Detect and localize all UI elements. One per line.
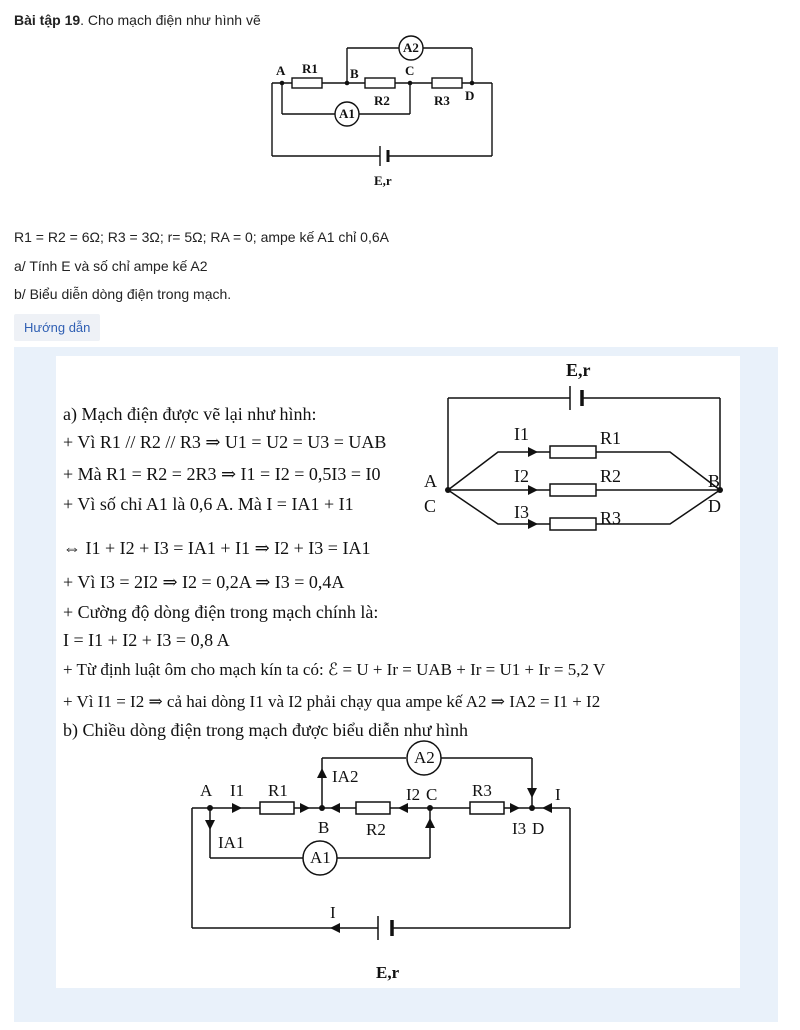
a2-label: A2 bbox=[403, 40, 419, 55]
ia1-label: IA1 bbox=[218, 833, 245, 852]
resistor-r3 bbox=[550, 518, 596, 530]
a1-label: A1 bbox=[310, 848, 331, 867]
i1-label: I1 bbox=[230, 781, 245, 800]
a1-label: A1 bbox=[339, 106, 355, 121]
i3-label: I3 bbox=[514, 502, 529, 522]
solution-step-3: + Vì số chỉ A1 là 0,6 A. Mà I = IA1 + I1 bbox=[63, 494, 354, 514]
r1-label: R1 bbox=[302, 61, 318, 76]
circuit-figure-original bbox=[262, 30, 502, 200]
node-b-label: B bbox=[318, 818, 330, 837]
node-c-label: C bbox=[426, 785, 438, 804]
solution-step-2: + Mà R1 = R2 = 2R3 ⇒ I1 = I2 = 0,5I3 = I0 bbox=[63, 464, 381, 484]
part-b-heading: b) Chiều dòng điện trong mạch được biểu diễn như hình bbox=[63, 720, 468, 740]
i1-label: I1 bbox=[514, 424, 529, 444]
solution-step-4: ⇔ I1 + I2 + I3 = IA1 + I1 ⇒ I2 + I3 = IA1 bbox=[63, 538, 371, 558]
i2-label: I2 bbox=[514, 466, 529, 486]
source-label: E,r bbox=[374, 173, 392, 188]
i2-label: I2 bbox=[406, 785, 421, 804]
node-d-label: D bbox=[465, 88, 475, 103]
node-a-label: A bbox=[276, 63, 286, 78]
question-a: a/ Tính E và số chỉ ampe kế A2 bbox=[14, 258, 208, 274]
r3-label: R3 bbox=[472, 781, 492, 800]
question-b: b/ Biểu diễn dòng điện trong mạch. bbox=[14, 286, 232, 302]
solution-step-9: + Vì I1 = I2 ⇒ cả hai dòng I1 và I2 phải chạy qua ampe kế A2 ⇒ IA2 = I1 + I2 bbox=[63, 692, 601, 711]
solution-step-1: + Vì R1 // R2 // R3 ⇒ U1 = U2 = U3 = UAB bbox=[63, 432, 387, 452]
solution-step-6: + Cường độ dòng điện trong mạch chính là: bbox=[63, 602, 379, 622]
resistor-r3 bbox=[470, 802, 504, 814]
node-b-label: B bbox=[708, 471, 721, 491]
r2-label: R2 bbox=[374, 93, 390, 108]
resistor-r1 bbox=[292, 78, 322, 88]
i3-label: I3 bbox=[512, 819, 527, 838]
bottom-current-label: I bbox=[330, 903, 336, 922]
resistor-r2 bbox=[365, 78, 395, 88]
node-d-label: D bbox=[532, 819, 545, 838]
ia2-label: IA2 bbox=[332, 767, 359, 786]
resistor-r1 bbox=[260, 802, 294, 814]
given-values: R1 = R2 = 6Ω; R3 = 3Ω; r= 5Ω; RA = 0; ampe kế A1 chỉ 0,6A bbox=[14, 229, 389, 245]
node-d-label: D bbox=[708, 496, 721, 516]
node-c-label: C bbox=[405, 63, 415, 78]
r2-label: R2 bbox=[366, 820, 386, 839]
a2-label: A2 bbox=[414, 748, 435, 767]
node-c-label: C bbox=[424, 496, 437, 516]
part-a-heading: a) Mạch điện được vẽ lại như hình: bbox=[63, 404, 317, 424]
r1-label: R1 bbox=[268, 781, 288, 800]
solution-step-7: I = I1 + I2 + I3 = 0,8 A bbox=[63, 630, 230, 650]
resistor-r2 bbox=[550, 484, 596, 496]
main-current-label: I bbox=[555, 785, 561, 804]
guide-button[interactable]: Hướng dẫn bbox=[14, 314, 100, 341]
circuit-figure-redrawn bbox=[420, 356, 740, 536]
resistor-r2 bbox=[356, 802, 390, 814]
resistor-r3 bbox=[432, 78, 462, 88]
node-b-label: B bbox=[350, 66, 359, 81]
solution-step-8: + Từ định luật ôm cho mạch kín ta có: ℰ = U + Ir = UAB + Ir = U1 + Ir = 5,2 V bbox=[63, 660, 606, 679]
r3-label: R3 bbox=[600, 508, 622, 528]
solution-step-5: + Vì I3 = 2I2 ⇒ I2 = 0,2A ⇒ I3 = 0,4A bbox=[63, 572, 345, 592]
source-label: E,r bbox=[376, 963, 400, 982]
problem-title bbox=[14, 12, 261, 28]
resistor-r1 bbox=[550, 446, 596, 458]
node-a-label: A bbox=[424, 471, 437, 491]
problem-intro: . Cho mạch điện như hình vẽ bbox=[80, 12, 261, 28]
source-label: E,r bbox=[566, 360, 591, 380]
r1-label: R1 bbox=[600, 428, 622, 448]
node-a-label: A bbox=[200, 781, 213, 800]
r3-label: R3 bbox=[434, 93, 450, 108]
problem-label: Bài tập 19 bbox=[14, 12, 81, 28]
circuit-figure-currents bbox=[180, 738, 600, 988]
r2-label: R2 bbox=[600, 466, 622, 486]
